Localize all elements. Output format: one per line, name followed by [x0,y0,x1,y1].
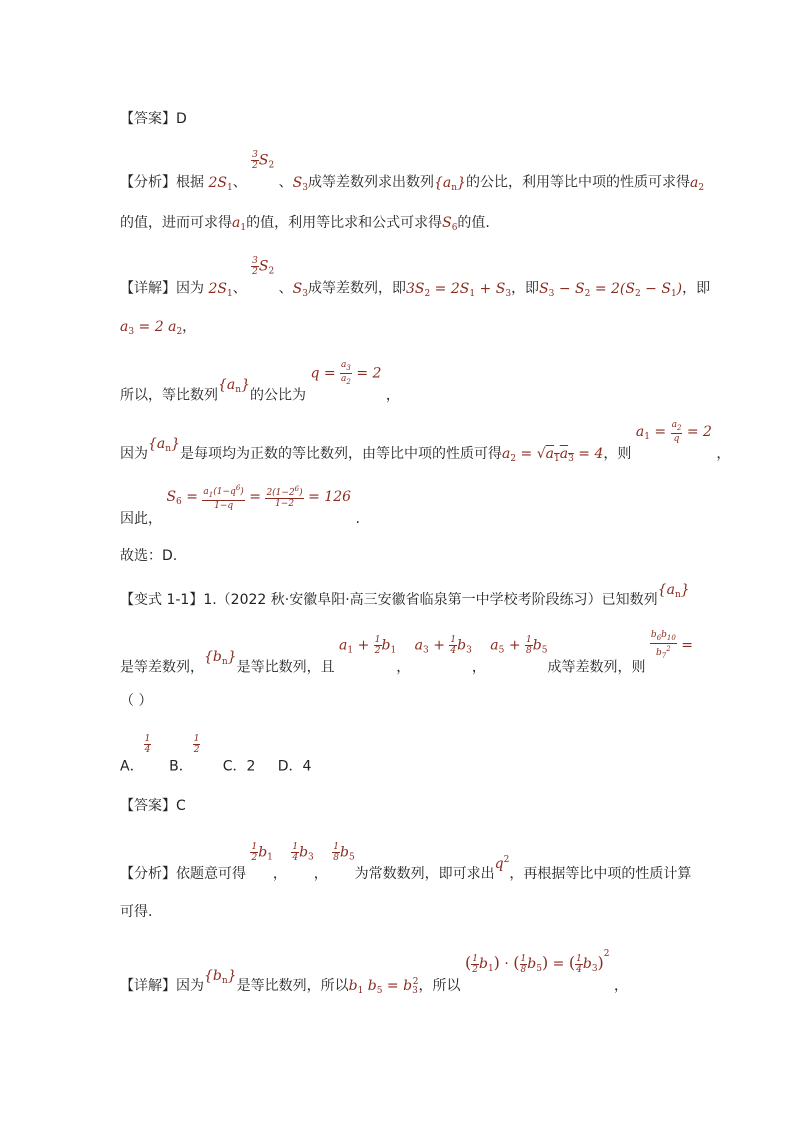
option-d: D．4 [277,758,312,775]
detail-line-5: 因此， $S_6$ = $\frac{a_1(1-q^6)}{1-q}$ = $\frac{2(1-2^6)}{1-2}$ = 126 . [120,484,360,527]
analysis-label: 【分析】 [120,174,176,191]
math-eq-1: $3S_2 = 2S_1 + S_3$ [405,280,512,299]
math-term-1: $a_1$ + $\frac{1}{2}$ $b_1$ [339,634,397,656]
analysis-line-4: 可得. [120,904,153,920]
option-b: B． [169,758,193,775]
math-2S1: $2S_1$ [208,174,233,193]
math-3-2-S2: $\frac{3}{2}$ $S_2$ [252,150,275,171]
math-term-3: $a_5$ + $\frac{1}{8}$ $b_5$ [490,634,548,656]
variant-line-1: 【变式 1-1】1.（2022 秋·安徽阜阳·高三安徽省临泉第一中学校考阶段练习）已知数列$\{a_n\}$ [120,582,690,608]
option-a: A． [120,758,144,775]
choice-line: 故选：D. [120,548,178,564]
answer-line-2: 【答案】C [120,798,186,814]
analysis-line-1: 【分析】根据 $2S_1$、 $\frac{3}{2}$ $S_2$ 、$S_3$成等差数列求出数列$\{a_n\}$的公比，利用等比中项的性质可求得$a_2$ [120,172,704,197]
answer-label: 【答案】 [120,111,176,127]
detail-label: 【详解】 [120,280,176,297]
detail-line-3: 所以，等比数列$\{a_n\}$的公比为 q = $\frac{a_3}{a_2}$ = 2 ， [120,360,400,404]
option-c: C．2 [222,758,256,775]
math-ratio: $\frac{b_6b_{10}}{b_7^2}$ = [650,630,694,660]
math-term-2: $a_3$ + $\frac{1}{4}$ $b_3$ [414,634,472,656]
answer-line-1 [120,110,187,128]
variant-label: 【变式 1-1】 [120,592,204,608]
variant-line-3: （ ） [120,693,153,709]
analysis-line-2: 的值，进而可求得$a_1$的值，利用等比求和公式可求得$S_6$的值. [120,214,490,237]
math-a2: $a_2$ [689,174,705,193]
math-product: ( $\frac{1}{2}$ $b_1$) · ( $\frac{1}{8}$ $b_5$) = ( $\frac{1}{4}$ $b_3)^2$ [464,949,610,975]
math-S6: $S_6$ [442,215,458,233]
math-an: $\{a_n\}$ [433,174,466,193]
math-q: q = $\frac{a_3}{a_2}$ = 2 [310,360,382,386]
options-line: A． $\frac{1}{4}$ B． $\frac{1}{2}$ C．2 D．4 [120,734,312,775]
math-a2-sqrt: $a_2 = √a_1a_3 = 4$ [501,445,604,464]
math-eq-3: $a_3 = 2$ $a_2$ [120,319,183,337]
math-a1-value: $a_1$ = $\frac{a_2}{q}$ = 2 [635,420,712,444]
detail-line-2: $a_3 = 2$ $a_2$， [120,318,196,341]
detail-line-6: 【详解】因为$\{b_n\}$是等比数列，所以$b_1$ $b_5 = b_3^2$，所以 ( $\frac{1}{2}$ $b_1$) · ( $\frac{1}{8}$ $b_5$) = ( $\frac{1}{4}$ $b_3)^2$ ， [120,967,628,1000]
answer-value: D [176,111,187,127]
variant-line-2: 是等差数列，$\{b_n\}$是等比数列，且 $a_1$ + $\frac{1}{2}$ $b_1$， $a_3$ + $\frac{1}{4}$ $b_3$， $a_5$ + $\frac{1}{8}$ $b_5$成等差数列，则 $\frac{b_6b_{10}}{b_7^2}$ = [120,630,694,676]
math-b1b5: $b_1$ $b_5 = b_3^2$ [348,977,419,996]
math-S6-value: $S_6$ = $\frac{a_1(1-q^6)}{1-q}$ = $\frac{2(1-2^6)}{1-2}$ = 126 [166,484,352,511]
math-a1: $a_1$ [232,215,247,233]
math-eq-2: $S_3 - S_2 = 2(S_2 - S_1)$ [539,280,683,299]
math-S3: $S_3$ [292,174,308,193]
detail-line-4: 因为$\{a_n\}$是每项均为正数的等比数列，由等比中项的性质可得$a_2 = √a_1a_3 = 4$，则 $a_1$ = $\frac{a_2}{q}$ = 2 ， [120,442,730,468]
detail-line-1: 【详解】因为 $2S_1$、 $\frac{3}{2}$ $S_2$ 、$S_3$成等差数列，即$3S_2 = 2S_1 + S_3$，即$S_3 - S_2 = 2(S_2 - S_1)$，即 [120,278,710,303]
analysis-line-3: 【分析】依题意可得 $\frac{1}{2}$ $b_1$， $\frac{1}{4}$ $b_3$， $\frac{1}{8}$ $b_5$为常数数列，即可求出$q^2$，再根据等比中项的性质计算 [120,841,692,882]
